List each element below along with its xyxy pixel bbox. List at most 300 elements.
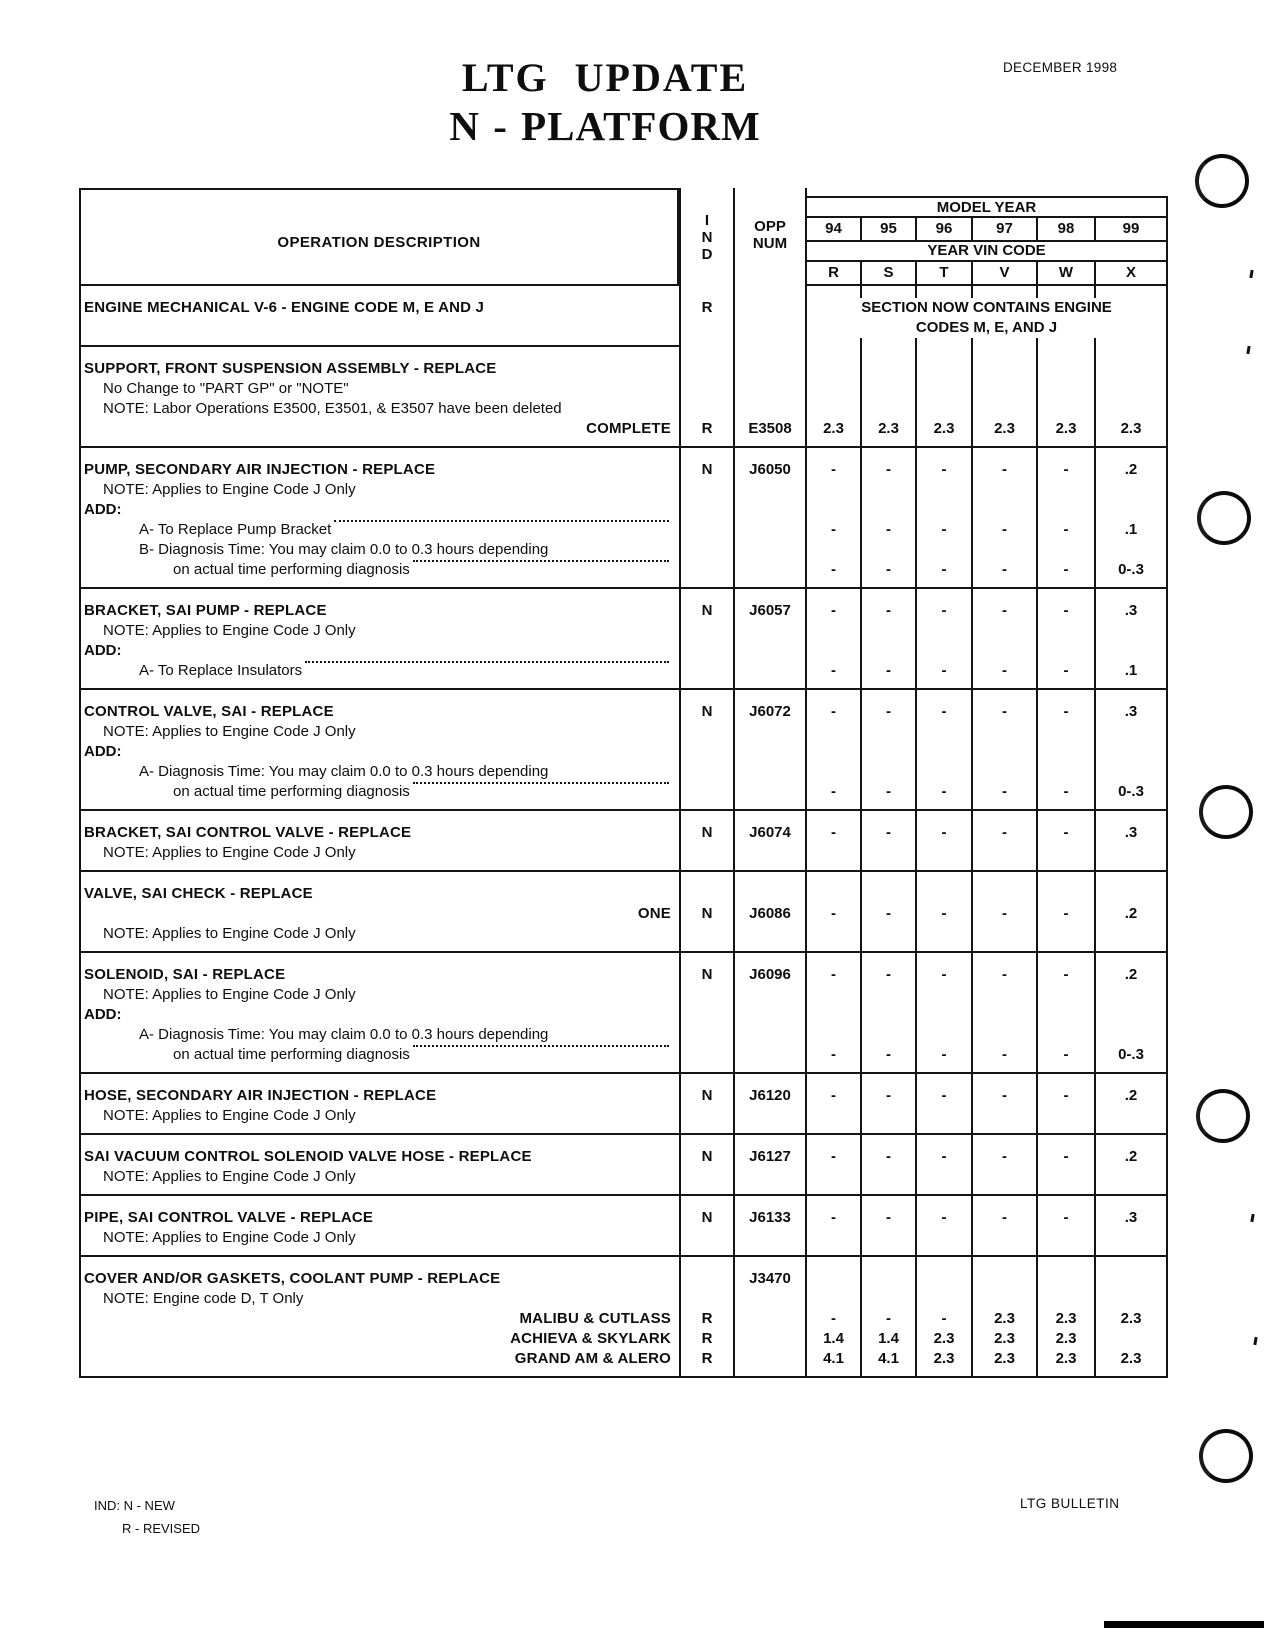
operation-cell — [79, 540, 679, 560]
operation-cell — [79, 1329, 679, 1349]
value-cell — [1096, 399, 1168, 419]
value-cell — [862, 944, 917, 953]
operation-cell — [79, 1257, 679, 1269]
value-cell — [1038, 924, 1096, 944]
operation-cell — [79, 520, 679, 540]
operation-text: NOTE: Labor Operations E3500, E3501, & E3507 have been deleted — [103, 400, 562, 417]
ind-cell: N — [679, 1147, 735, 1167]
opp-cell — [735, 985, 807, 1005]
spacer-row — [79, 872, 1168, 884]
opp-cell — [735, 924, 807, 944]
value-cell — [973, 439, 1038, 448]
value-cell — [1038, 1187, 1096, 1196]
value-cell — [862, 1269, 917, 1289]
value-cell — [862, 690, 917, 702]
value-cell — [1038, 1074, 1096, 1086]
operation-text: BRACKET, SAI CONTROL VALVE - REPLACE — [84, 824, 412, 841]
operation-text: BRACKET, SAI PUMP - REPLACE — [84, 602, 327, 619]
operation-cell — [79, 347, 679, 359]
opp-cell — [735, 953, 807, 965]
value-cell — [862, 379, 917, 399]
value-cell — [807, 347, 862, 359]
value-cell — [1096, 953, 1168, 965]
opp-cell — [735, 742, 807, 762]
opp-cell — [735, 500, 807, 520]
value-cell — [1096, 872, 1168, 884]
value-cell — [973, 1074, 1038, 1086]
table-row — [79, 460, 1168, 480]
value-cell — [1096, 1196, 1168, 1208]
scan-artifact-mark — [1249, 270, 1253, 278]
operation-block — [79, 1135, 1168, 1196]
value-cell — [973, 681, 1038, 690]
value-cell — [862, 448, 917, 460]
value-cell: - — [917, 965, 973, 985]
spacer-row — [79, 944, 1168, 953]
value-cell — [1038, 540, 1096, 560]
value-cell: - — [862, 904, 917, 924]
operation-block — [79, 286, 1168, 347]
value-cell: 2.3 — [1038, 1349, 1096, 1369]
value-cell: 2.3 — [807, 419, 862, 439]
table-row — [79, 1228, 1168, 1248]
table-row — [79, 379, 1168, 399]
punch-hole-circle — [1197, 491, 1251, 545]
operation-block — [79, 589, 1168, 690]
value-cell — [917, 1074, 973, 1086]
ind-cell — [679, 661, 735, 681]
value-cell: .2 — [1096, 965, 1168, 985]
ind-cell — [679, 1045, 735, 1065]
value-cell — [807, 811, 862, 823]
value-cell — [917, 359, 973, 379]
value-cell: - — [917, 823, 973, 843]
scan-edge-bar — [1104, 1621, 1264, 1628]
value-cell — [1096, 1025, 1168, 1045]
value-cell — [862, 811, 917, 823]
value-cell — [973, 953, 1038, 965]
ind-column-header — [679, 188, 735, 286]
opp-cell — [735, 540, 807, 560]
year-header: 98 — [1038, 218, 1096, 242]
value-cell — [1096, 924, 1168, 944]
value-cell — [807, 872, 862, 884]
ind-cell — [679, 286, 735, 298]
operation-text: NOTE: Applies to Engine Code J Only — [103, 986, 356, 1003]
value-cell — [917, 924, 973, 944]
operation-text: NOTE: Engine code D, T Only — [103, 1290, 304, 1307]
opp-cell — [735, 661, 807, 681]
value-cell — [1096, 722, 1168, 742]
value-cell: .3 — [1096, 702, 1168, 722]
value-cell: 2.3 — [973, 1349, 1038, 1369]
value-cell — [917, 884, 973, 904]
value-cell — [807, 1106, 862, 1126]
ind-cell — [679, 379, 735, 399]
value-cell — [807, 1065, 862, 1074]
ind-cell — [679, 722, 735, 742]
value-cell — [973, 1005, 1038, 1025]
operation-text: No Change to "PART GP" or "NOTE" — [103, 380, 349, 397]
value-cell — [1096, 1289, 1168, 1309]
spacer-row — [79, 1248, 1168, 1257]
operation-cell — [79, 1196, 679, 1208]
value-cell — [1038, 500, 1096, 520]
value-cell — [1038, 884, 1096, 904]
ind-cell — [679, 802, 735, 811]
operation-cell — [79, 1369, 679, 1378]
value-cell — [807, 286, 862, 298]
value-cell: 0-.3 — [1096, 782, 1168, 802]
operation-text: NOTE: Applies to Engine Code J Only — [103, 1168, 356, 1185]
value-cell — [1038, 621, 1096, 641]
opp-cell — [735, 782, 807, 802]
operation-text: A- Diagnosis Time: You may claim 0.0 to 0.3 hours depending — [139, 1026, 549, 1043]
operation-cell — [79, 782, 679, 802]
value-cell — [917, 863, 973, 872]
value-cell — [1096, 379, 1168, 399]
value-cell: 2.3 — [917, 419, 973, 439]
value-cell — [1096, 1106, 1168, 1126]
value-cell: 4.1 — [807, 1349, 862, 1369]
value-cell: - — [917, 520, 973, 540]
ind-cell — [679, 690, 735, 702]
value-cell — [917, 641, 973, 661]
opp-cell — [735, 480, 807, 500]
table-row — [79, 762, 1168, 782]
value-cell — [1096, 480, 1168, 500]
opp-cell — [735, 1187, 807, 1196]
table-row — [79, 1309, 1168, 1329]
ind-cell — [679, 872, 735, 884]
operation-cell — [79, 802, 679, 811]
operation-text: PUMP, SECONDARY AIR INJECTION - REPLACE — [84, 461, 436, 478]
value-cell: - — [973, 520, 1038, 540]
value-cell: - — [862, 823, 917, 843]
value-cell — [807, 1196, 862, 1208]
value-cell — [862, 1005, 917, 1025]
year-header: 97 — [973, 218, 1038, 242]
ind-cell — [679, 448, 735, 460]
value-cell: - — [862, 965, 917, 985]
opp-cell — [735, 1126, 807, 1135]
opp-cell — [735, 1045, 807, 1065]
value-cell — [917, 399, 973, 419]
value-cell — [807, 1257, 862, 1269]
value-cell — [917, 1025, 973, 1045]
operation-text: NOTE: Applies to Engine Code J Only — [103, 1229, 356, 1246]
value-cell — [862, 722, 917, 742]
year-header: 99 — [1096, 218, 1168, 242]
operation-cell — [79, 702, 679, 722]
value-cell: - — [807, 1045, 862, 1065]
value-cell — [1096, 884, 1168, 904]
operation-cell — [79, 843, 679, 863]
table-row — [79, 359, 1168, 379]
value-cell — [862, 681, 917, 690]
ind-cell — [679, 742, 735, 762]
value-cell — [1096, 1257, 1168, 1269]
ind-cell — [679, 1065, 735, 1074]
value-cell: - — [807, 702, 862, 722]
value-cell — [973, 1369, 1038, 1378]
value-cell — [1038, 379, 1096, 399]
value-cell — [862, 884, 917, 904]
value-cell — [807, 944, 862, 953]
operation-text: NOTE: Applies to Engine Code J Only — [103, 723, 356, 740]
operation-cell — [79, 641, 679, 661]
operation-text: on actual time performing diagnosis — [173, 783, 410, 800]
value-cell: 2.3 — [862, 419, 917, 439]
ind-cell — [679, 1228, 735, 1248]
operation-text: HOSE, SECONDARY AIR INJECTION - REPLACE — [84, 1087, 437, 1104]
value-cell: - — [862, 560, 917, 580]
operation-text: CONTROL VALVE, SAI - REPLACE — [84, 703, 334, 720]
value-cell — [1038, 448, 1096, 460]
operation-block — [79, 448, 1168, 589]
value-cell — [1096, 500, 1168, 520]
opp-cell — [735, 286, 807, 298]
value-cell: .2 — [1096, 1086, 1168, 1106]
value-cell — [862, 1187, 917, 1196]
value-cell — [1038, 338, 1096, 347]
value-cell: - — [1038, 1086, 1096, 1106]
value-cell: - — [973, 1086, 1038, 1106]
ind-cell — [679, 1167, 735, 1187]
scan-artifact-mark — [1246, 346, 1250, 354]
operation-cell — [79, 690, 679, 702]
spacer-row — [79, 802, 1168, 811]
opp-cell — [735, 722, 807, 742]
value-cell — [917, 480, 973, 500]
value-cell: - — [862, 520, 917, 540]
operation-text: ADD: — [84, 501, 122, 518]
year-header: 94 — [807, 218, 862, 242]
value-cell — [973, 399, 1038, 419]
value-cell — [1038, 1135, 1096, 1147]
value-cell — [862, 1025, 917, 1045]
vin-code: V — [973, 262, 1038, 286]
punch-hole-circle — [1195, 154, 1249, 208]
ind-letter: I — [704, 212, 710, 229]
operation-cell — [79, 621, 679, 641]
operation-cell — [79, 580, 679, 589]
labor-time-table — [79, 188, 1168, 1378]
ind-cell — [679, 924, 735, 944]
ind-cell — [679, 500, 735, 520]
value-cell: - — [807, 520, 862, 540]
value-cell — [862, 589, 917, 601]
value-cell: - — [1038, 702, 1096, 722]
operation-cell — [79, 448, 679, 460]
operation-text: SUPPORT, FRONT SUSPENSION ASSEMBLY - REPLACE — [84, 360, 497, 377]
operation-cell — [79, 1349, 679, 1369]
opp-cell — [735, 1248, 807, 1257]
value-cell — [1038, 1126, 1096, 1135]
value-cell — [807, 742, 862, 762]
value-cell — [973, 338, 1038, 347]
value-cell: - — [973, 601, 1038, 621]
opp-cell — [735, 1074, 807, 1086]
value-cell: 2.3 — [1096, 1309, 1168, 1329]
value-cell — [807, 359, 862, 379]
operation-cell — [79, 1025, 679, 1045]
operation-cell — [79, 762, 679, 782]
value-cell — [973, 347, 1038, 359]
table-row — [79, 419, 1168, 439]
operation-description-header — [79, 188, 679, 286]
value-cell — [807, 1167, 862, 1187]
opp-label: OPP — [754, 218, 786, 235]
value-cell — [973, 802, 1038, 811]
ind-cell — [679, 1074, 735, 1086]
ind-cell — [679, 540, 735, 560]
value-cell — [973, 359, 1038, 379]
opp-cell — [735, 1289, 807, 1309]
opp-cell — [735, 762, 807, 782]
value-cell — [1038, 762, 1096, 782]
table-row — [79, 1289, 1168, 1309]
value-cell — [862, 953, 917, 965]
opp-cell — [735, 1196, 807, 1208]
opp-cell — [735, 399, 807, 419]
value-cell — [807, 500, 862, 520]
value-cell — [807, 540, 862, 560]
value-cell — [862, 1065, 917, 1074]
operation-cell — [79, 1289, 679, 1309]
opp-cell: J6086 — [735, 904, 807, 924]
operation-cell — [79, 1086, 679, 1106]
operation-text: A- To Replace Pump Bracket — [139, 521, 332, 538]
vin-code: X — [1096, 262, 1168, 286]
value-cell — [807, 379, 862, 399]
ind-cell — [679, 953, 735, 965]
operation-cell — [79, 359, 679, 379]
table-row — [79, 500, 1168, 520]
operation-cell — [79, 589, 679, 601]
operation-block — [79, 953, 1168, 1074]
vin-code: S — [862, 262, 917, 286]
value-cell — [1096, 1329, 1168, 1349]
scan-artifact-mark — [1253, 1337, 1257, 1345]
operation-text: ONE — [637, 905, 671, 922]
value-cell — [1096, 540, 1168, 560]
operation-text: ADD: — [84, 743, 122, 760]
opp-cell — [735, 560, 807, 580]
ind-cell — [679, 1005, 735, 1025]
value-cell — [862, 338, 917, 347]
table-row — [79, 904, 1168, 924]
value-cell — [917, 690, 973, 702]
operation-cell — [79, 460, 679, 480]
table-row — [79, 843, 1168, 863]
operation-cell — [79, 944, 679, 953]
value-cell — [917, 1196, 973, 1208]
vin-code: W — [1038, 262, 1096, 286]
value-cell: - — [917, 601, 973, 621]
value-cell — [917, 1005, 973, 1025]
value-cell — [973, 1106, 1038, 1126]
opp-cell — [735, 1309, 807, 1329]
value-cell — [1038, 589, 1096, 601]
operation-cell — [79, 379, 679, 399]
operation-cell — [79, 661, 679, 681]
vin-code: R — [807, 262, 862, 286]
value-cell — [1038, 1167, 1096, 1187]
opp-cell: E3508 — [735, 419, 807, 439]
operation-text: B- Diagnosis Time: You may claim 0.0 to 0.3 hours depending — [139, 541, 549, 558]
value-cell — [1096, 1228, 1168, 1248]
value-cell — [973, 1248, 1038, 1257]
scan-artifact-mark — [1250, 1214, 1254, 1222]
value-cell — [862, 843, 917, 863]
value-cell — [917, 580, 973, 589]
value-cell: - — [862, 1147, 917, 1167]
table-row — [79, 1086, 1168, 1106]
value-cell: - — [807, 782, 862, 802]
value-cell — [917, 843, 973, 863]
opp-num-header — [735, 188, 807, 286]
value-cell: 1.4 — [807, 1329, 862, 1349]
value-cell: - — [1038, 965, 1096, 985]
operation-cell — [79, 1187, 679, 1196]
value-cell — [973, 1196, 1038, 1208]
value-cell — [1038, 872, 1096, 884]
opp-cell — [735, 1005, 807, 1025]
table-row — [79, 480, 1168, 500]
value-cell: - — [862, 782, 917, 802]
value-cell — [973, 540, 1038, 560]
opp-cell — [735, 802, 807, 811]
value-cell: - — [807, 1208, 862, 1228]
value-cell — [973, 762, 1038, 782]
value-cell: - — [973, 560, 1038, 580]
value-cell: - — [862, 1309, 917, 1329]
value-cell — [862, 872, 917, 884]
value-cell — [1038, 347, 1096, 359]
value-cell — [1038, 1257, 1096, 1269]
date-label: DECEMBER 1998 — [1003, 60, 1118, 75]
value-cell — [862, 621, 917, 641]
ind-cell — [679, 1025, 735, 1045]
value-cell — [807, 985, 862, 1005]
value-cell — [862, 742, 917, 762]
opp-cell — [735, 338, 807, 347]
value-cell: 2.3 — [1038, 1329, 1096, 1349]
value-cell — [917, 1106, 973, 1126]
value-cell — [917, 811, 973, 823]
value-cell — [1038, 1005, 1096, 1025]
value-cell: - — [807, 1086, 862, 1106]
value-cell: 1.4 — [862, 1329, 917, 1349]
value-cell — [807, 439, 862, 448]
value-cell: 2.3 — [917, 1329, 973, 1349]
ind-cell: R — [679, 1309, 735, 1329]
value-cell — [862, 924, 917, 944]
value-cell — [917, 589, 973, 601]
value-cell — [862, 540, 917, 560]
value-cell — [862, 1369, 917, 1378]
operation-cell — [79, 924, 679, 944]
ind-cell — [679, 811, 735, 823]
operation-cell — [79, 863, 679, 872]
table-row — [79, 621, 1168, 641]
operation-cell — [79, 560, 679, 580]
value-cell — [1038, 690, 1096, 702]
opp-cell — [735, 1228, 807, 1248]
ind-cell — [679, 944, 735, 953]
value-cell — [973, 843, 1038, 863]
